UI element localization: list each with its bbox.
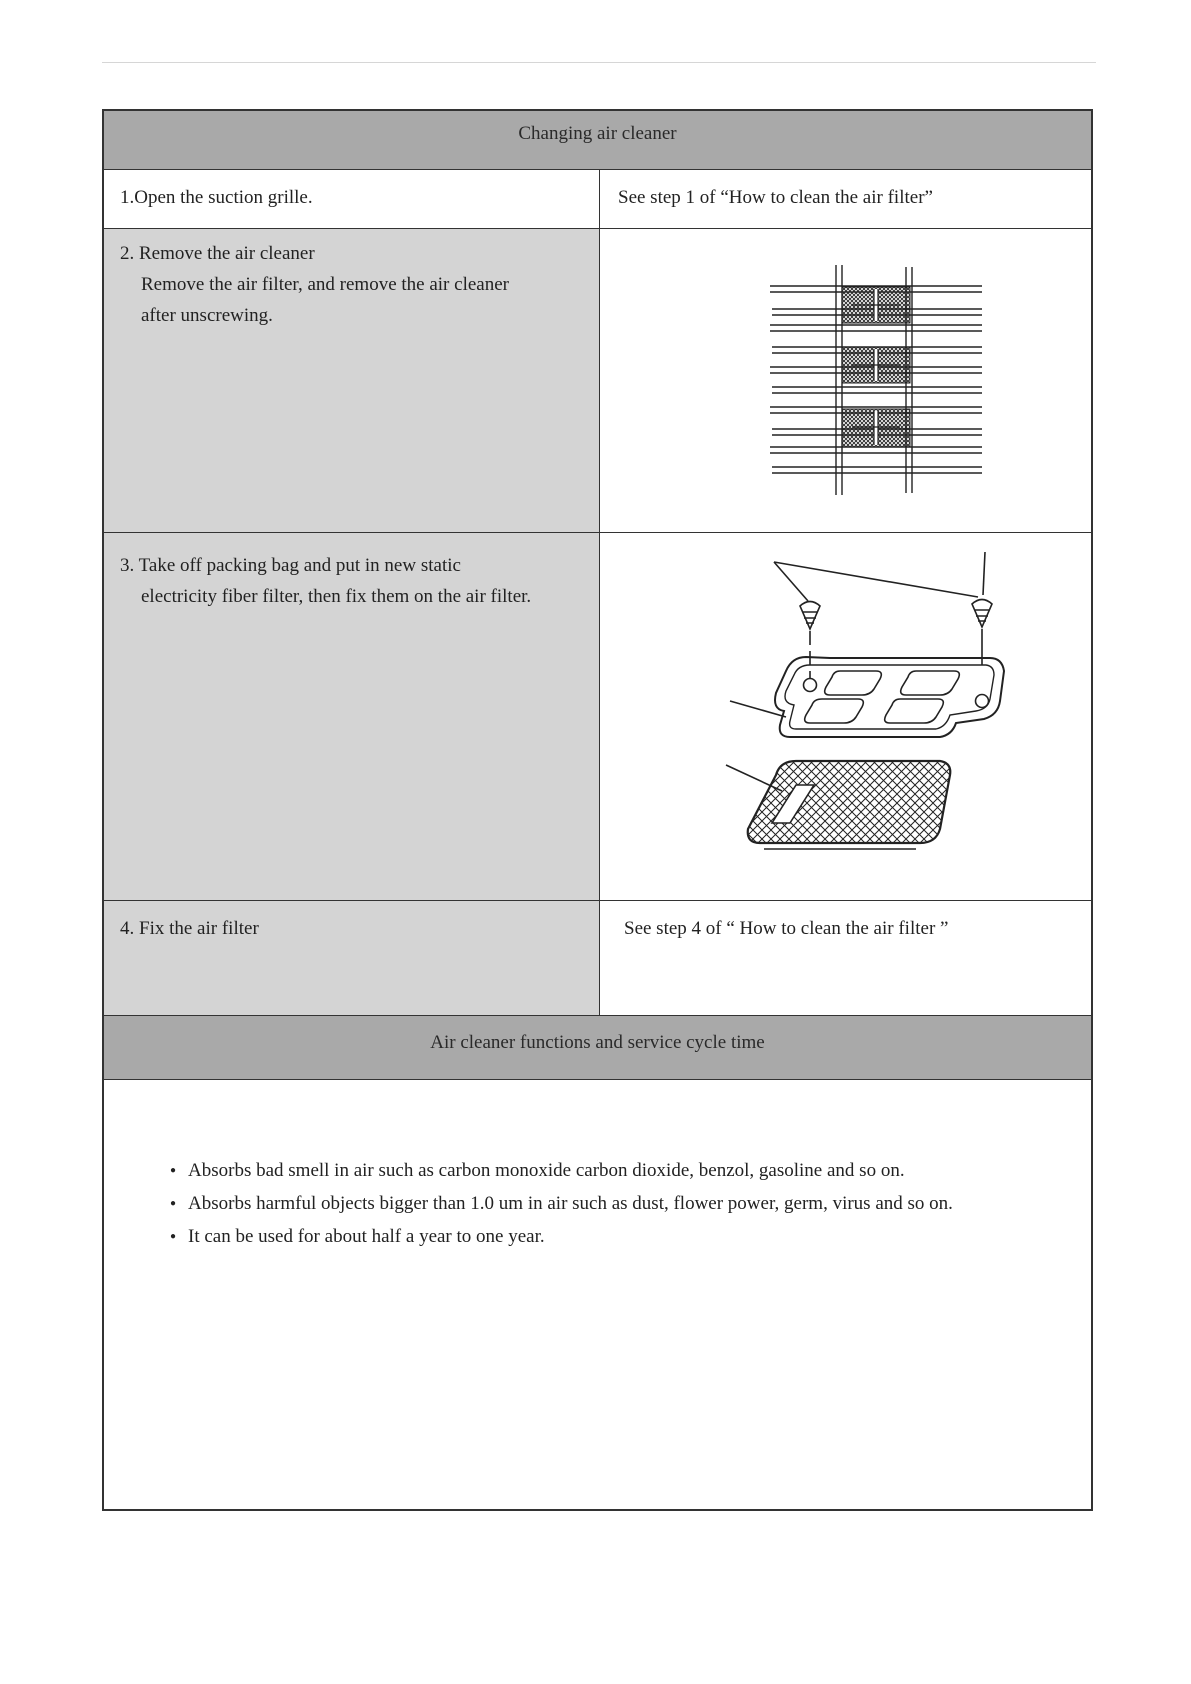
filter-assembly-illustration [600, 533, 1094, 899]
section-header-changing [104, 111, 1091, 170]
step-text: 4. Fix the air filter [120, 918, 259, 939]
list-item: ● Absorbs harmful objects bigger than 1.0 um in air such as dust, flower power, germ, virus and so on. [170, 1187, 953, 1220]
list-item: ● It can be used for about half a year to one year. [170, 1220, 953, 1253]
step-text: Remove the air filter, and remove the air cleaner [141, 274, 509, 295]
step-3-figure [600, 533, 1091, 900]
section-header-functions [104, 1016, 1091, 1080]
air-cleaner-table [102, 109, 1093, 1511]
step-4-instruction [104, 901, 600, 1015]
reference-text: See step 4 of “ How to clean the air filter ” [624, 918, 949, 939]
step-text: 2. Remove the air cleaner [120, 243, 315, 264]
step-row-2 [104, 229, 1091, 533]
reference-text: See step 1 of “How to clean the air filter” [618, 187, 933, 208]
step-text: after unscrewing. [141, 305, 273, 326]
air-cleaner-grille-illustration [600, 229, 1094, 529]
step-2-figure [600, 229, 1091, 532]
step-row-1 [104, 170, 1091, 229]
step-3-instruction [104, 533, 600, 900]
functions-body [104, 1080, 1091, 1509]
function-list [170, 1154, 953, 1253]
step-text: 3. Take off packing bag and put in new static [120, 555, 461, 576]
step-text: 1.Open the suction grille. [120, 187, 313, 208]
step-1-reference [600, 170, 1091, 228]
step-1-instruction [104, 170, 600, 228]
section-title: Changing air cleaner [518, 123, 677, 144]
section-title: Air cleaner functions and service cycle time [430, 1032, 765, 1053]
step-4-reference [600, 901, 1091, 1015]
step-text: electricity fiber filter, then fix them on the air filter. [141, 586, 532, 607]
page-top-rule [102, 62, 1096, 63]
list-item: ● Absorbs bad smell in air such as carbon monoxide carbon dioxide, benzol, gasoline and so on. [170, 1154, 953, 1187]
step-2-instruction [104, 229, 600, 532]
step-row-3 [104, 533, 1091, 901]
step-row-4 [104, 901, 1091, 1016]
